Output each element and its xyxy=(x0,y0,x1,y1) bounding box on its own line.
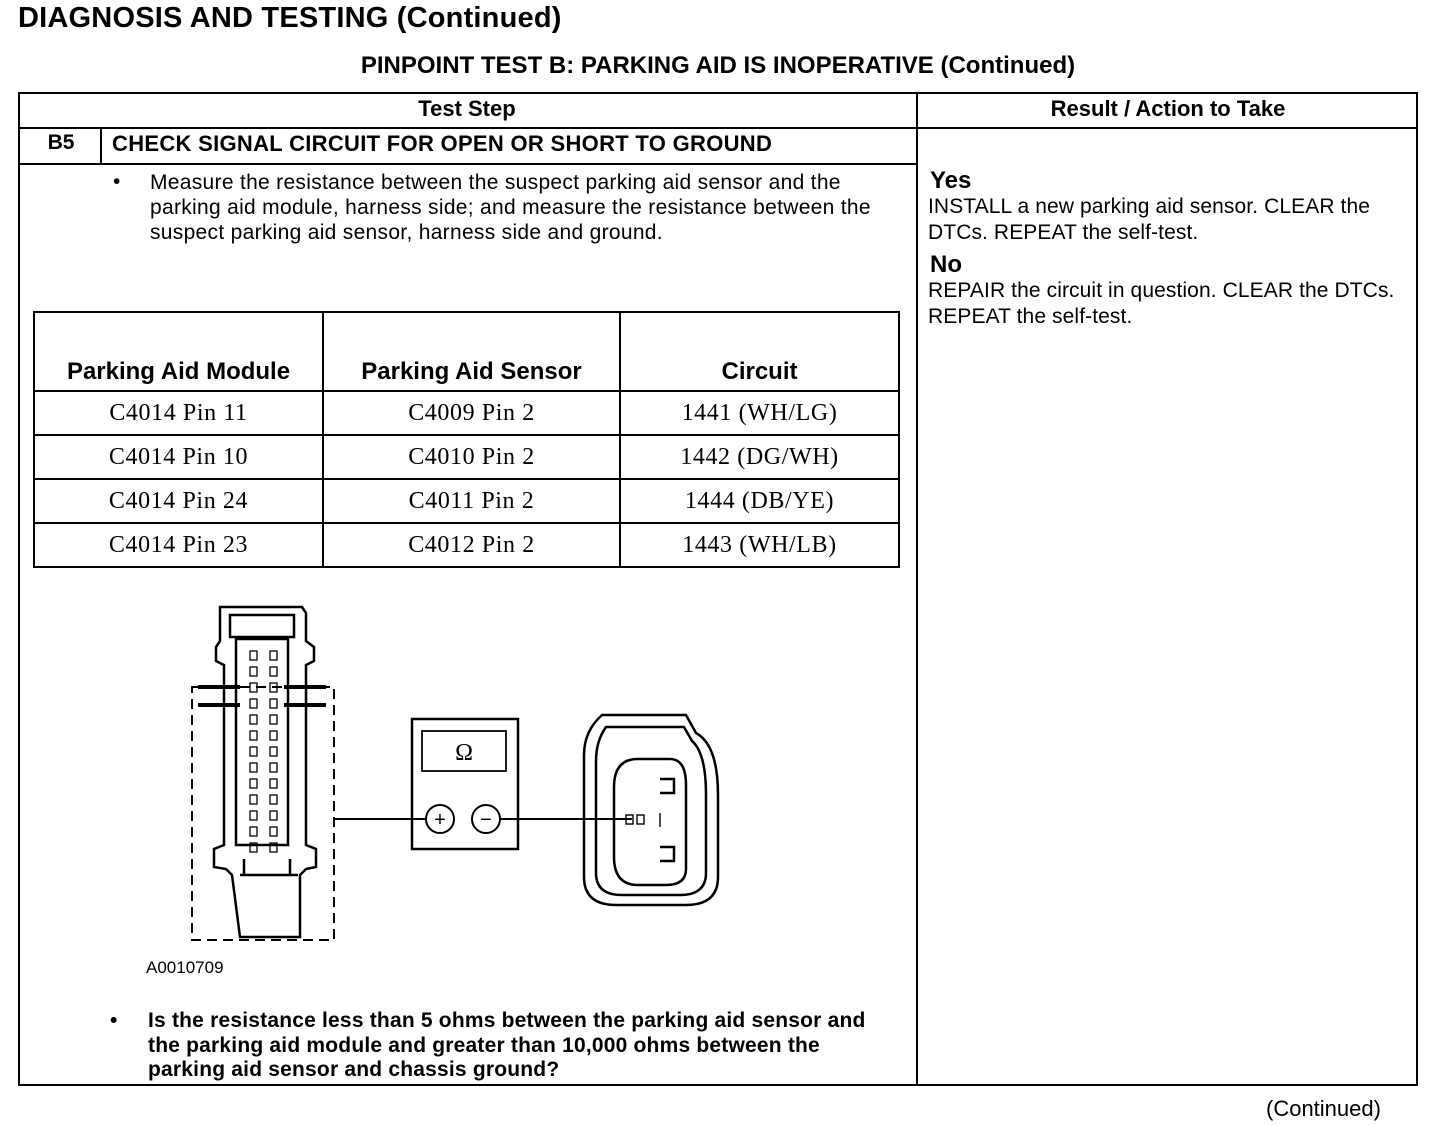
sensor-connector-icon xyxy=(584,715,718,905)
circuit-cell: 1442 (DG/WH) xyxy=(620,435,899,479)
pin-cavity xyxy=(250,779,257,788)
circuit-cell: 1443 (WH/LB) xyxy=(620,523,899,567)
result-yes-action: INSTALL a new parking aid sensor. CLEAR the DTCs. REPEAT the self-test. xyxy=(928,195,1371,244)
pin-cavity xyxy=(270,827,277,836)
connector-pins-icon xyxy=(250,651,277,852)
column-header-result: Result / Action to Take xyxy=(1050,96,1286,121)
plus-terminal-label: + xyxy=(434,809,446,831)
step-title-divider xyxy=(18,163,918,165)
pin-cavity xyxy=(270,779,277,788)
pin-cavity xyxy=(270,811,277,820)
pin-cavity xyxy=(270,763,277,772)
table-row xyxy=(34,435,899,479)
sensor-pin-cell: C4011 Pin 2 xyxy=(323,479,620,523)
sensor-pin-cell: C4010 Pin 2 xyxy=(323,435,620,479)
pin-cavity xyxy=(250,699,257,708)
connector-measurement-diagram xyxy=(140,595,760,955)
step-question: Is the resistance less than 5 ohms between the parking aid sensor and the parking aid module and greater than 10,000 ohms between the parking aid sensor and chassis ground? xyxy=(148,1009,866,1081)
bullet-marker: • xyxy=(110,1009,118,1032)
figure-id: A0010709 xyxy=(146,958,224,977)
pin-table xyxy=(33,311,900,568)
pin-cavity xyxy=(270,667,277,676)
pin-cavity xyxy=(270,795,277,804)
ohm-symbol: Ω xyxy=(455,740,473,766)
column-divider xyxy=(916,92,918,1086)
pin-cavity xyxy=(250,747,257,756)
pin-table-header-module: Parking Aid Module xyxy=(34,312,323,391)
module-pin-cell: C4014 Pin 24 xyxy=(34,479,323,523)
step-title: CHECK SIGNAL CIRCUIT FOR OPEN OR SHORT TO GROUND xyxy=(112,131,773,156)
bullet-marker: • xyxy=(113,170,121,193)
sensor-pin-cell: C4009 Pin 2 xyxy=(323,391,620,435)
step-id: B5 xyxy=(47,131,75,154)
module-pin-cell: C4014 Pin 11 xyxy=(34,391,323,435)
harness-boundary-dashed xyxy=(192,687,334,940)
page-title: DIAGNOSIS AND TESTING (Continued) xyxy=(18,2,562,34)
table-row xyxy=(34,479,899,523)
step-id-divider xyxy=(100,127,102,164)
module-pin-cell: C4014 Pin 10 xyxy=(34,435,323,479)
pinpoint-test-title: PINPOINT TEST B: PARKING AID IS INOPERATIVE (Continued) xyxy=(360,52,1076,79)
column-header-test-step: Test Step xyxy=(418,96,516,121)
pin-cavity xyxy=(250,811,257,820)
minus-terminal-label: − xyxy=(480,809,492,831)
module-connector-icon xyxy=(214,607,316,937)
continued-label: (Continued) xyxy=(1266,1096,1381,1121)
sensor-pin-cell: C4012 Pin 2 xyxy=(323,523,620,567)
result-no-action: REPAIR the circuit in question. CLEAR the DTCs. REPEAT the self-test. xyxy=(928,279,1395,328)
result-yes-label: Yes xyxy=(930,167,972,194)
pin-cavity xyxy=(250,667,257,676)
pin-cavity xyxy=(250,763,257,772)
pin-cavity xyxy=(270,731,277,740)
circuit-cell: 1444 (DB/YE) xyxy=(620,479,899,523)
circuit-cell: 1441 (WH/LG) xyxy=(620,391,899,435)
module-pin-cell: C4014 Pin 23 xyxy=(34,523,323,567)
pin-cavity xyxy=(270,699,277,708)
pin-cavity xyxy=(270,651,277,660)
pin-cavity xyxy=(250,731,257,740)
pin-table-header-sensor: Parking Aid Sensor xyxy=(323,312,620,391)
pin-cavity xyxy=(270,747,277,756)
ohmmeter-icon xyxy=(412,719,518,849)
pin-cavity xyxy=(250,715,257,724)
pin-table-header-row xyxy=(34,312,899,391)
table-row xyxy=(34,391,899,435)
pin-cavity xyxy=(250,827,257,836)
table-row xyxy=(34,523,899,567)
step-instruction: Measure the resistance between the suspect parking aid sensor and the parking aid module, harness side; and measure the resistance between the suspect parking aid sensor, harness side and ground. xyxy=(150,171,871,244)
pin-cavity xyxy=(250,651,257,660)
pin-table-header-circuit: Circuit xyxy=(620,312,899,391)
pin-cavity xyxy=(250,683,257,692)
pin-cavity xyxy=(250,795,257,804)
pin-cavity xyxy=(270,715,277,724)
header-divider xyxy=(18,127,1418,129)
result-no-label: No xyxy=(930,251,962,278)
